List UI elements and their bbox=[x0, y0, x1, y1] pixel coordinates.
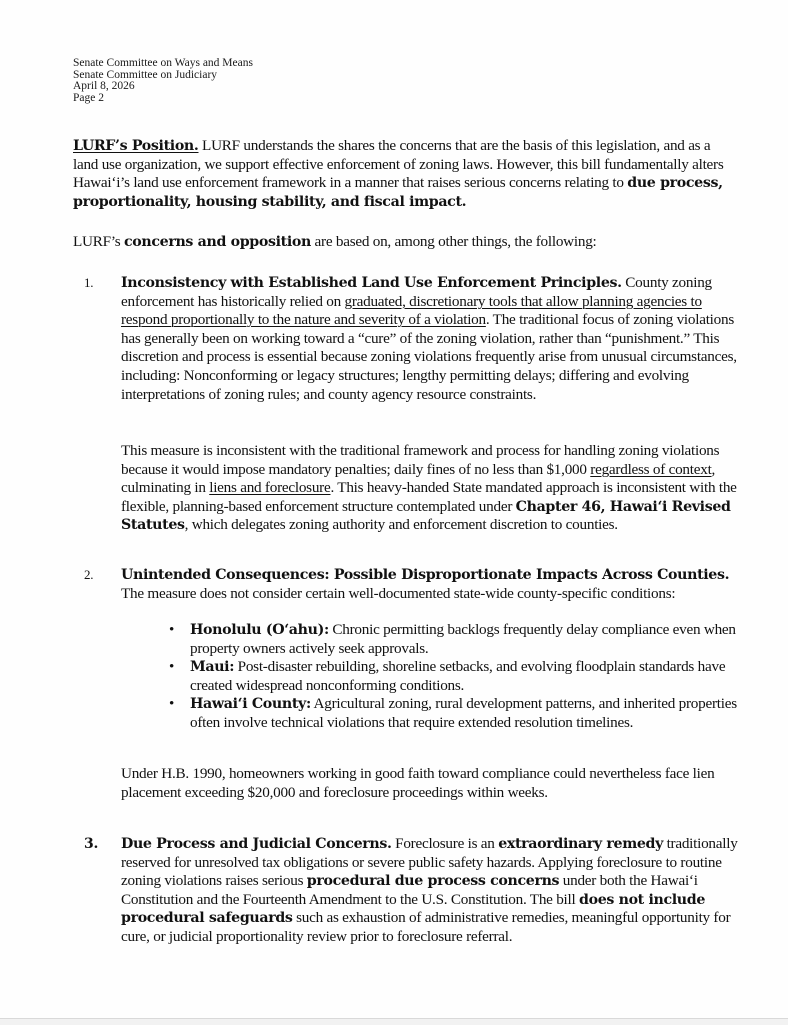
item-3-paragraph-1: Due Process and Judicial Concerns. Foreclosure is an extraordinary remedy traditionally reserved for unresolved tax obligations or severe public safety hazards. Applying foreclosure to routine zoning violations raises serious procedural due process concerns under both the Hawai‘i Constitution and the Fourteenth Amendment to the U.S. Constitution. The bill does not include procedural safeguards such as exhaustion of administrative remedies, meaningful opportunity for cure, or judicial proportionality review prior to foreclosure referral. bbox=[121, 835, 738, 945]
item-3-title: Due Process and Judicial Concerns. bbox=[121, 836, 392, 852]
item-1-paragraph-1: Inconsistency with Established Land Use Enforcement Principles. County zoning enforcement has historically relied on graduated, discretionary tools that allow planning agencies to respond proportionally to the nature and severity of a violation. The traditional focus of zoning violations has generally been on working toward a “cure” of the zoning violation, rather than “punishment.” This discretion and process is essential because zoning violations frequently arise from unusual circumstances, including: Nonconforming or legacy structures; lengthy permitting delays; differing and evolving interpretations of zoning rules; and county agency resource constraints. bbox=[121, 274, 737, 403]
item-number: 1. bbox=[84, 275, 94, 290]
position-paragraph: LURF’s Position. LURF understands the shares the concerns that are the basis of this legislation, and as a land use organization, we support effective enforcement of zoning laws. However, this bill fundamentally alters Hawai‘i’s land use enforcement framework in a manner that raises serious concerns relating to due process, proportionality, housing stability, and fiscal impact. bbox=[73, 137, 724, 210]
header-date: April 8, 2026 bbox=[73, 80, 135, 93]
item-number: 2. bbox=[84, 567, 94, 582]
bullet-item-honolulu: • Honolulu (O‘ahu): Chronic permitting backlogs frequently delay compliance even when property owners actively seek approvals. bbox=[169, 621, 736, 657]
header-page-number: Page 2 bbox=[73, 91, 104, 104]
item-2-title: Unintended Consequences: Possible Disproportionate Impacts Across Counties. bbox=[121, 567, 730, 583]
item-2-paragraph-1: Unintended Consequences: Possible Disproportionate Impacts Across Counties. The measure does not consider certain well-documented state-wide county-specific conditions: bbox=[121, 567, 730, 602]
concern-item-3 bbox=[84, 835, 741, 947]
bullet-item-maui: • Maui: Post-disaster rebuilding, shoreline setbacks, and evolving floodplain standards have created widespread nonconforming conditions. bbox=[169, 658, 726, 694]
intro-paragraph: LURF’s concerns and opposition are based on, among other things, the following: bbox=[73, 233, 597, 250]
item-1-title: Inconsistency with Established Land Use Enforcement Principles. bbox=[121, 275, 622, 291]
letter-header bbox=[73, 58, 253, 104]
header-committee-2: Senate Committee on Judiciary bbox=[73, 68, 218, 81]
item-number: 3. bbox=[84, 836, 99, 852]
bullet-item-hawaii-county: • Hawai‘i County: Agricultural zoning, rural development patterns, and inherited properties often involve technical violations that require extended resolution timelines. bbox=[169, 695, 737, 731]
bullet-icon: • bbox=[169, 695, 175, 713]
header-committee-1: Senate Committee on Ways and Means bbox=[73, 57, 253, 69]
bullet-icon: • bbox=[169, 658, 175, 676]
item-1-paragraph-2: This measure is inconsistent with the traditional framework and process for handling zoning violations because it would impose mandatory penalties; daily fines of no less than $1,000 regardless of context, culminating in liens and foreclosure. This heavy-handed State mandated approach is inconsistent with the flexible, planning-based enforcement structure contemplated under Chapter 46, Hawai‘i Revised Statutes, which delegates zoning authority and enforcement discretion to counties. bbox=[121, 442, 737, 534]
county-bullet-list bbox=[169, 621, 742, 733]
concern-item-2 bbox=[84, 566, 741, 603]
item-2-paragraph-2: Under H.B. 1990, homeowners working in good faith toward compliance could nevertheless face lien placement exceeding $20,000 and foreclosure proceedings within weeks. bbox=[121, 765, 715, 801]
position-heading: LURF’s Position. bbox=[73, 138, 199, 154]
bullet-icon: • bbox=[169, 621, 175, 638]
concern-item-1 bbox=[84, 274, 741, 404]
